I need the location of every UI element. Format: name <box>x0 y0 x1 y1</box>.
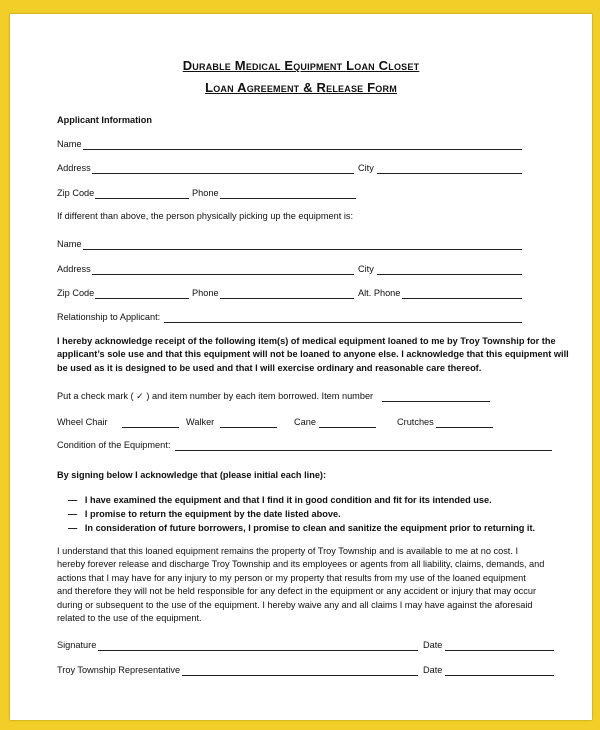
applicant-heading: Applicant Information <box>57 115 152 125</box>
signature-label: Signature <box>57 640 97 650</box>
initial-item: — In consideration of future borrowers, I promise to clean and sanitize the equipment prior to returning it. <box>68 523 536 533</box>
initial-blank-icon[interactable]: — <box>68 523 78 533</box>
phone-label: Phone <box>192 188 219 198</box>
release-paragraph-line: I understand that this loaned equipment remains the property of Troy Township and is available to me at no cost. I <box>57 546 519 556</box>
ack-paragraph-line: applicant’s sole use and that this equipment will not be loaned to anyone else. I acknowledge that this equipment will <box>57 349 569 360</box>
crutches-line[interactable] <box>436 427 493 428</box>
pickup-zip-label: Zip Code <box>57 288 95 298</box>
form-title-line1: Durable Medical Equipment Loan Closet <box>182 58 420 73</box>
pickup-name-line[interactable] <box>83 249 522 250</box>
initial-item: — I have examined the equipment and that I find it in good condition and fit for its intended use. <box>68 495 492 505</box>
alt-phone-line[interactable] <box>402 298 522 299</box>
address-line[interactable] <box>92 173 354 174</box>
equipment-cane: Cane <box>294 417 316 427</box>
condition-line[interactable] <box>175 450 552 451</box>
city-line[interactable] <box>377 173 522 174</box>
pickup-address-line[interactable] <box>92 274 354 275</box>
cane-line[interactable] <box>319 427 376 428</box>
checkmark-text: Put a check mark ( ✓ ) and item number by each item borrowed. Item number <box>57 391 374 401</box>
pickup-name-label: Name <box>57 239 82 249</box>
walker-line[interactable] <box>220 427 277 428</box>
representative-date-label: Date <box>423 665 443 675</box>
address-label: Address <box>57 163 91 173</box>
equipment-wheel-chair: Wheel Chair <box>57 417 108 427</box>
relationship-label: Relationship to Applicant: <box>57 312 161 322</box>
release-paragraph-line: during or subsequent to the use of the equipment. I hereby waive any and all claims I may have against the aforesaid <box>57 599 533 610</box>
release-paragraph-line: hereby forever release and discharge Troy Township and its employees or agents from all liability, claims, demands, and <box>57 559 545 570</box>
release-paragraph-line: actions that I may have for any injury to my person or my property that results from my use of the loaned equipment <box>57 572 526 583</box>
name-label: Name <box>57 139 82 149</box>
initial-blank-icon[interactable]: — <box>68 495 78 505</box>
ack-paragraph <box>57 335 569 375</box>
pickup-address-label: Address <box>57 264 91 274</box>
release-paragraph-line: related to the use of the equipment. <box>57 613 202 624</box>
form-title-line2: Loan Agreement & Release Form <box>205 80 397 95</box>
form-page <box>10 14 592 720</box>
release-paragraph <box>57 545 544 625</box>
representative-line[interactable] <box>182 675 418 676</box>
signing-heading: By signing below I acknowledge that (please initial each line): <box>57 470 327 480</box>
pickup-phone-label: Phone <box>192 288 219 298</box>
representative-label: Troy Township Representative <box>57 665 181 675</box>
wheel-chair-line[interactable] <box>122 427 179 428</box>
representative-date-line[interactable] <box>445 675 554 676</box>
pickup-city-label: City <box>358 264 374 274</box>
relationship-line[interactable] <box>164 322 522 323</box>
name-line[interactable] <box>83 149 522 150</box>
zip-label: Zip Code <box>57 188 95 198</box>
equipment-walker: Walker <box>186 417 215 427</box>
different-person-text: If different than above, the person physically picking up the equipment is: <box>57 211 354 221</box>
alt-phone-label: Alt. Phone <box>358 288 401 298</box>
pickup-city-line[interactable] <box>377 274 522 275</box>
signature-line[interactable] <box>98 650 418 651</box>
signature-date-line[interactable] <box>445 650 554 651</box>
item-number-line[interactable] <box>382 401 490 402</box>
phone-line[interactable] <box>220 198 356 199</box>
release-paragraph-line: and therefore they will not be held responsible for any defect in the equipment or any accident or injury that may occur <box>57 586 537 597</box>
city-label: City <box>358 163 374 173</box>
pickup-phone-line[interactable] <box>220 298 354 299</box>
ack-paragraph-line: I hereby acknowledge receipt of the following item(s) of medical equipment loaned to me by Troy Township for the <box>57 336 556 346</box>
signature-date-label: Date <box>423 640 443 650</box>
pickup-zip-line[interactable] <box>95 298 189 299</box>
initial-item: — I promise to return the equipment by the date listed above. <box>68 509 341 519</box>
condition-label: Condition of the Equipment: <box>57 440 171 450</box>
ack-paragraph-line: be used as it is designed to be used and that I will exercise ordinary and reasonable care thereof. <box>57 362 482 373</box>
equipment-crutches: Crutches <box>397 417 434 427</box>
initial-blank-icon[interactable]: — <box>68 509 78 519</box>
zip-line[interactable] <box>95 198 189 199</box>
